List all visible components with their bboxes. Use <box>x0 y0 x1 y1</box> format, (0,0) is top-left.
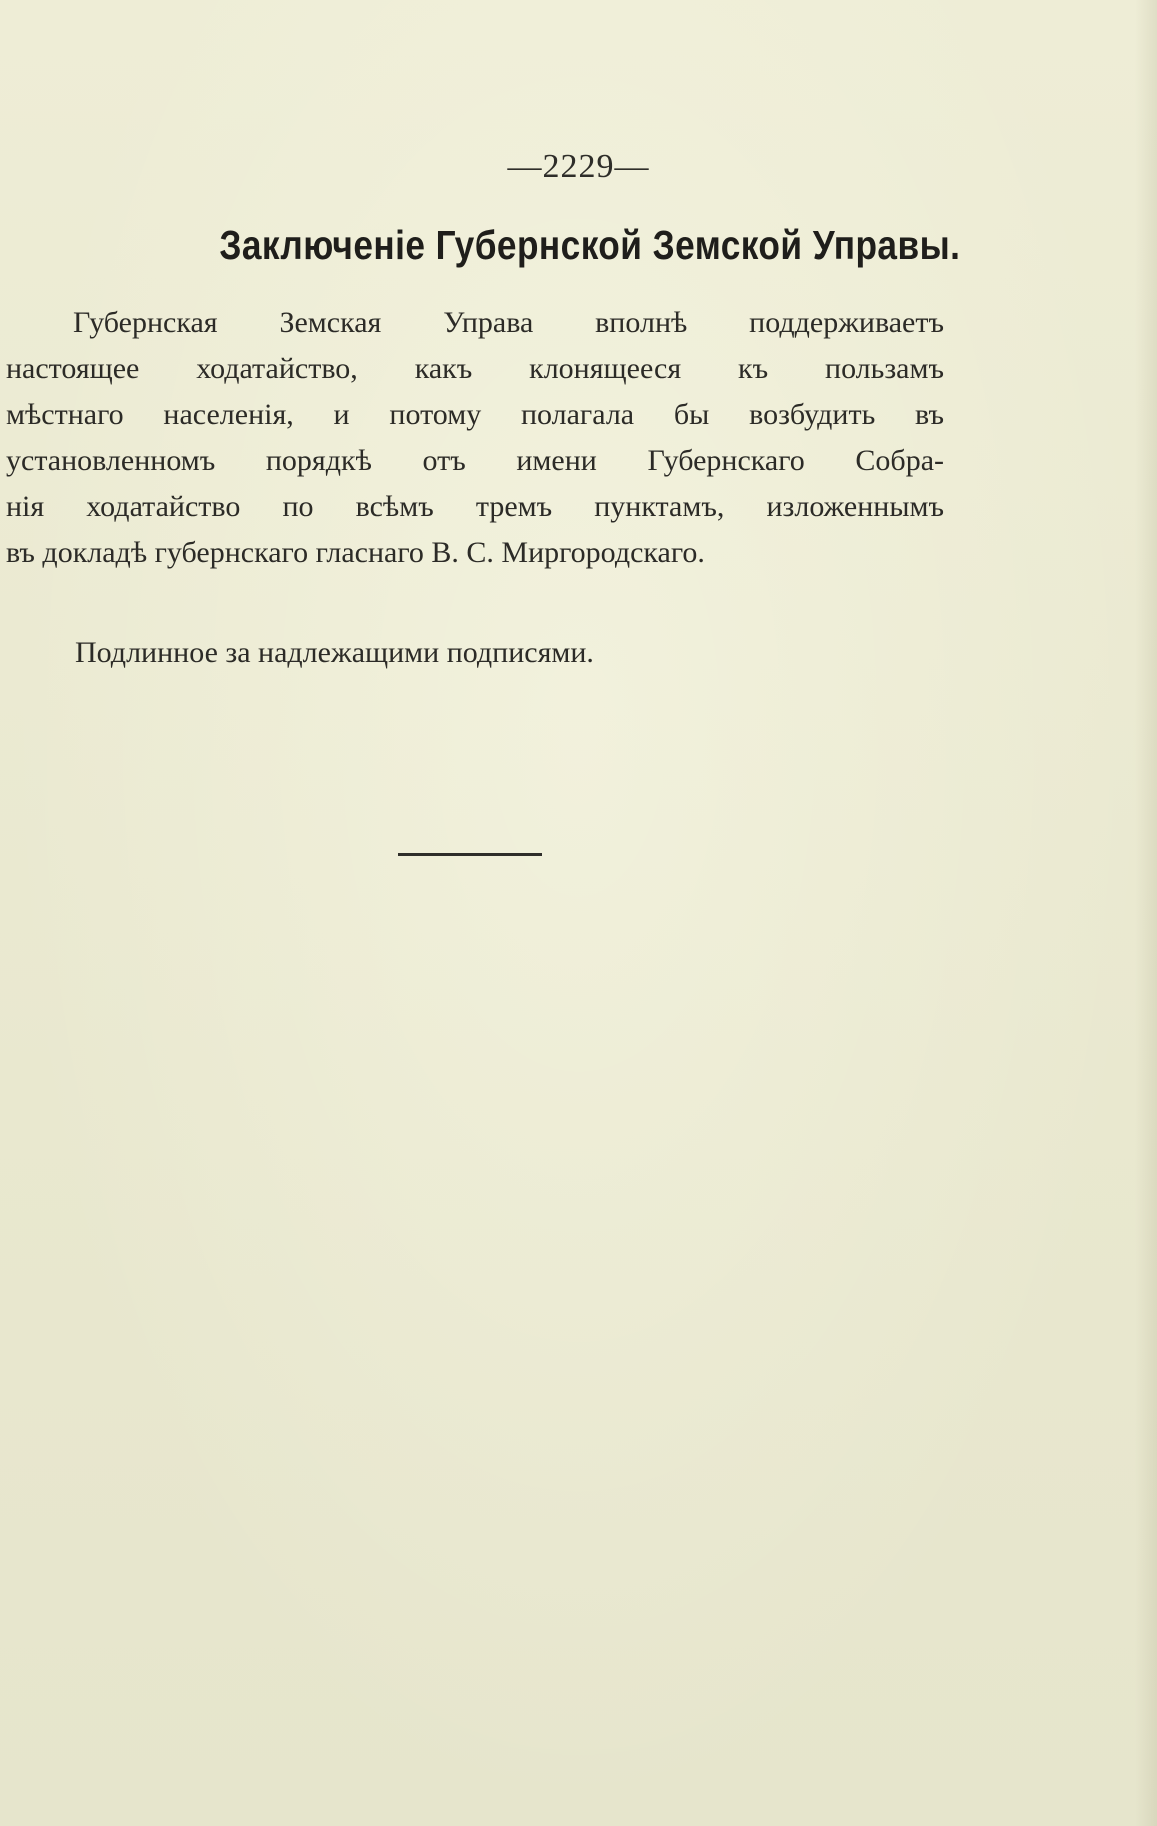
body-line: установленномъ порядкѣ отъ имени Губернскаго Собра- <box>6 444 944 477</box>
page-heading: Заключенiе Губернской Земской Управы. <box>219 222 961 268</box>
body-line: мѣстнаго населенiя, и потому полагала бы возбудить въ <box>6 398 944 431</box>
body-line: въ докладѣ губернскаго гласнаго В. С. Миргородскаго. <box>6 536 705 569</box>
body-paragraph <box>6 300 944 576</box>
body-line: настоящее ходатайство, какъ клонящееся къ пользамъ <box>6 352 944 385</box>
section-divider <box>398 853 542 856</box>
signature-note: Подлинное за надлежащими подписями. <box>75 636 594 669</box>
body-line: нiя ходатайство по всѣмъ тремъ пунктамъ, изложеннымъ <box>6 490 944 523</box>
body-line: Губернская Земская Управа вполнѣ поддерживаетъ <box>73 306 944 339</box>
page-edge-shadow <box>1135 0 1157 1826</box>
page-number: —2229— <box>507 148 650 185</box>
